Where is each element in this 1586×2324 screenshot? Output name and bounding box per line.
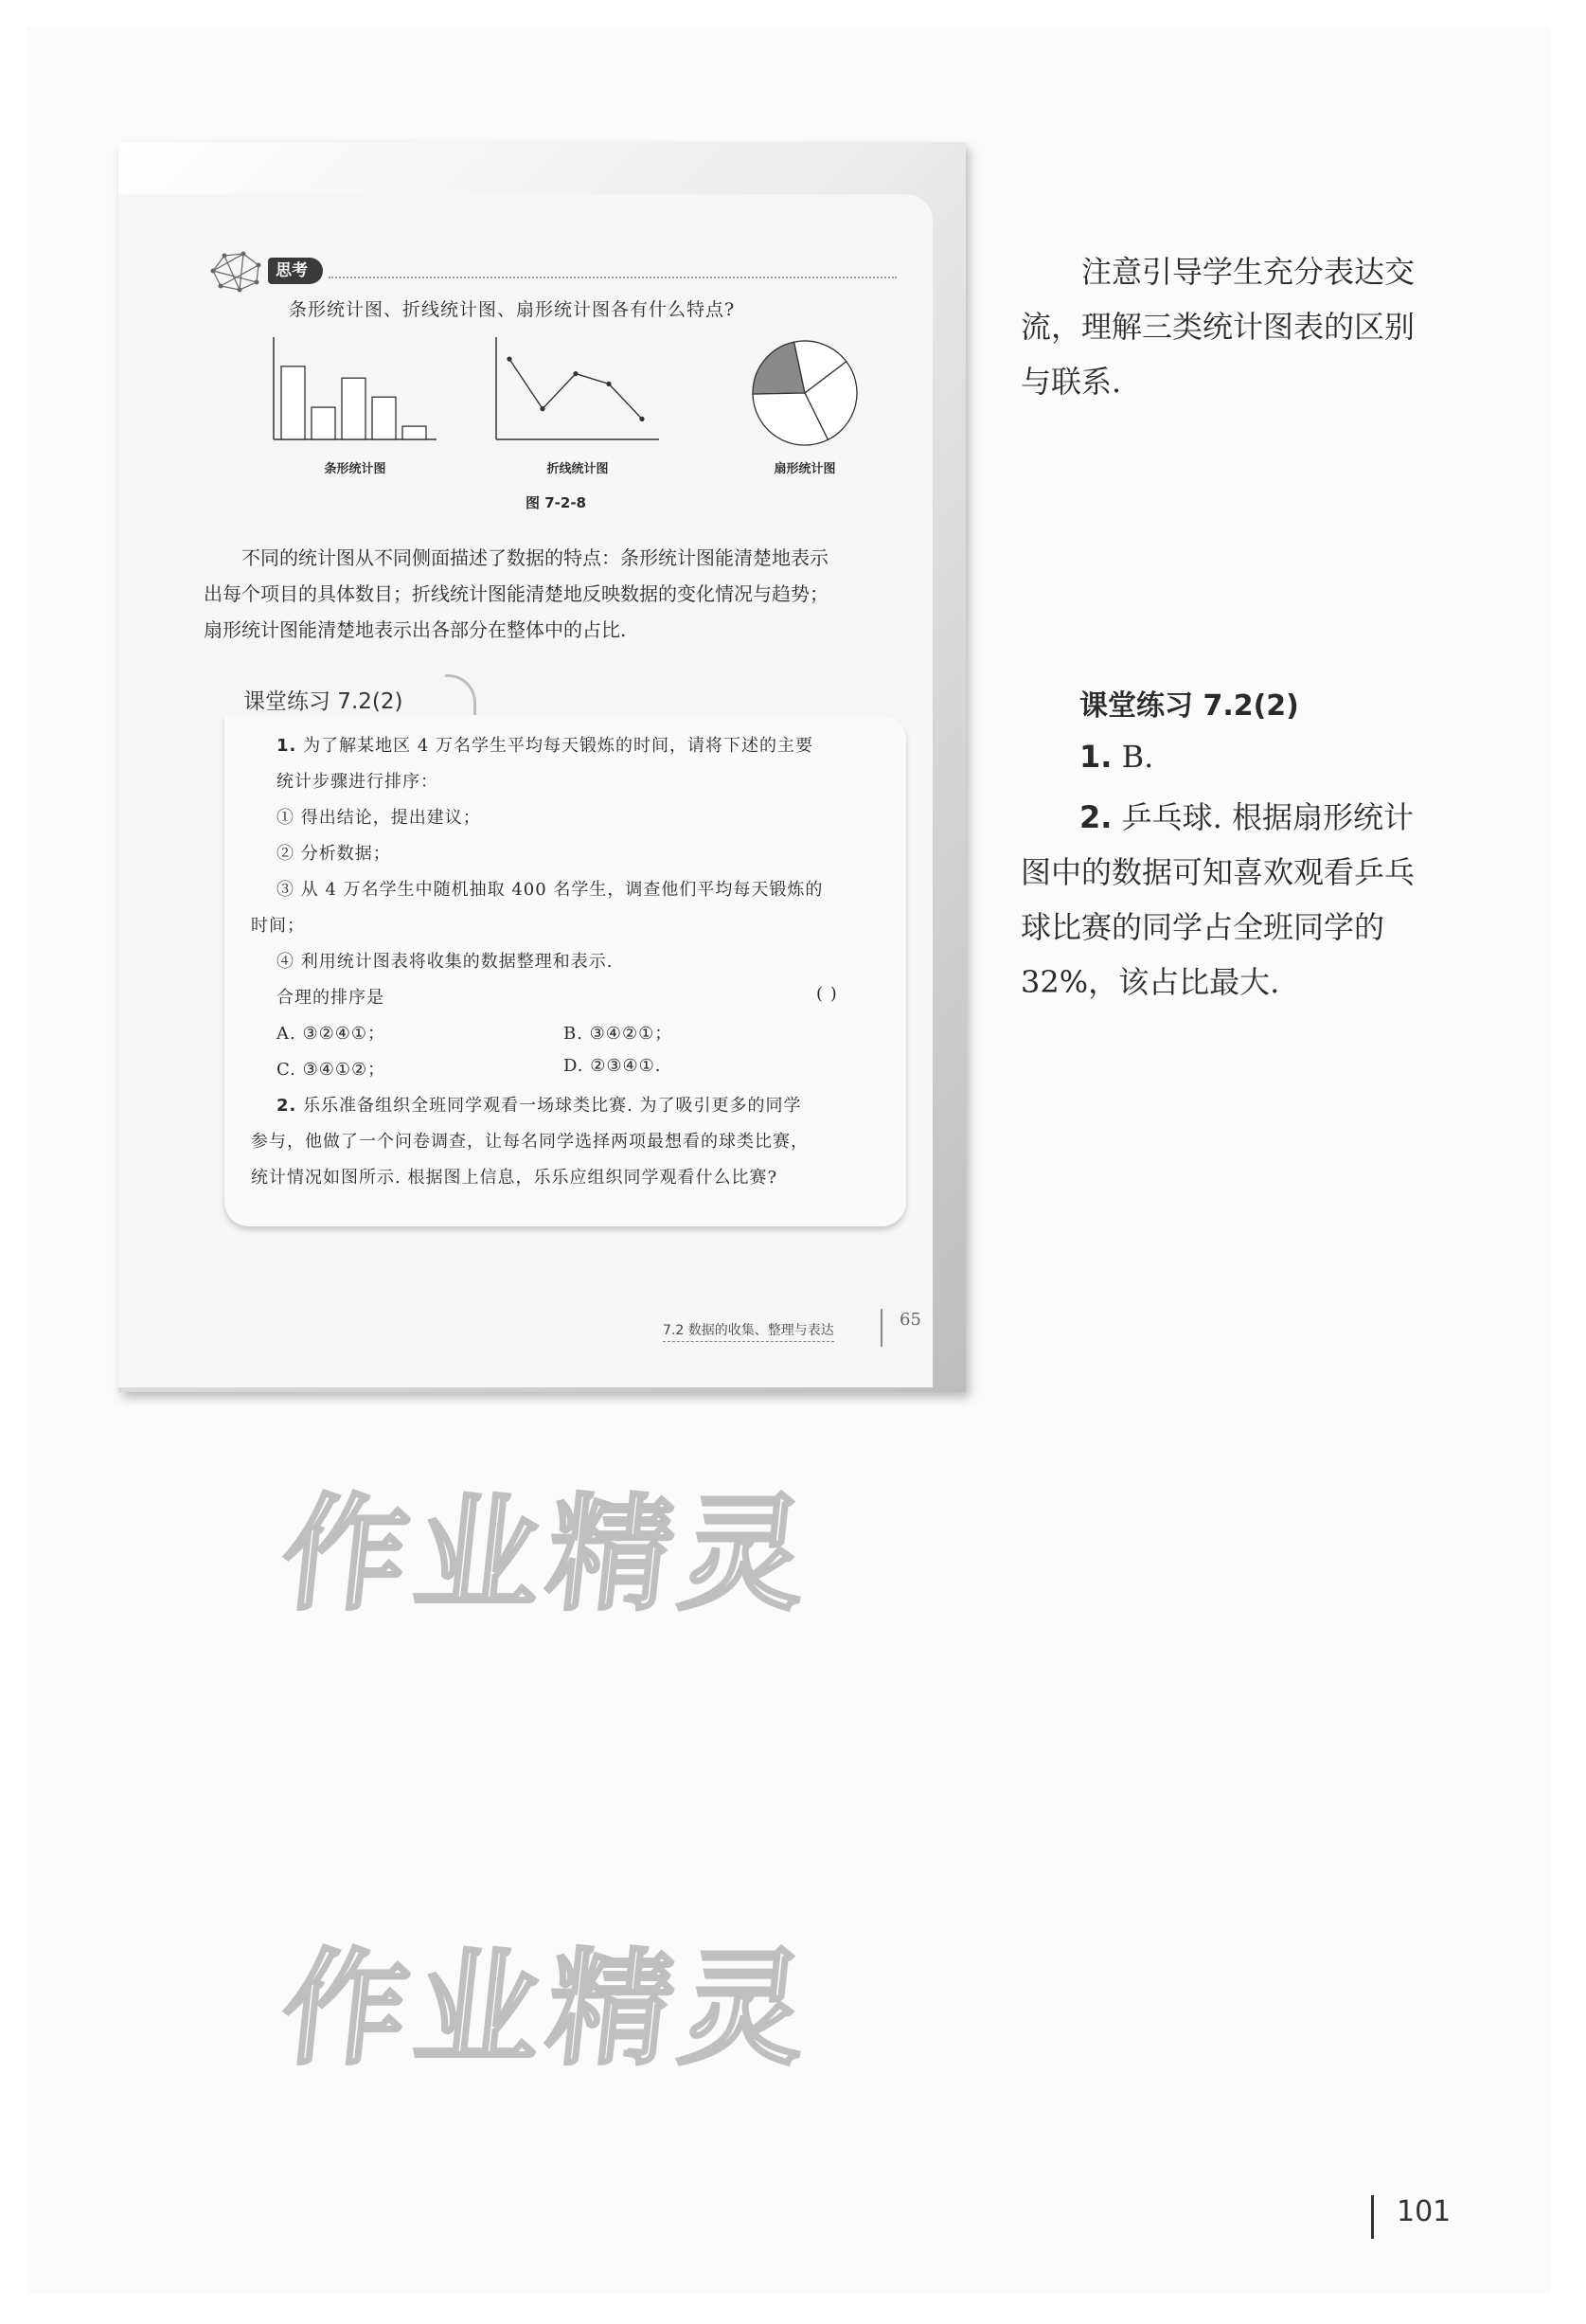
point bbox=[573, 371, 578, 376]
line-chart-caption: 折线统计图 bbox=[546, 462, 609, 476]
paragraph-line: 不同的统计图从不同侧面描述了数据的特点：条形统计图能清楚地表示 bbox=[241, 546, 829, 569]
think-divider bbox=[329, 277, 897, 278]
teaching-note bbox=[1021, 244, 1466, 409]
q1-text: 为了解某地区 4 万名学生平均每天锻炼的时间，请将下述的主要 bbox=[303, 736, 814, 756]
q1-step: ③ 从 4 万名学生中随机抽取 400 名学生，调查他们平均每天锻炼的 bbox=[276, 880, 824, 900]
bar-chart-caption: 条形统计图 bbox=[324, 462, 386, 476]
answer-1-number: 1. bbox=[1079, 739, 1113, 775]
q2-line bbox=[276, 1092, 802, 1117]
bar bbox=[281, 366, 305, 439]
q1-option-a: A. ③②④①； bbox=[276, 1024, 385, 1044]
q1-step: 时间； bbox=[251, 916, 305, 936]
note-line: 注意引导学生充分表达交 bbox=[1081, 254, 1416, 290]
pie-chart bbox=[748, 336, 862, 450]
answer-2 bbox=[1079, 794, 1414, 837]
think-label: 思考 bbox=[268, 258, 323, 284]
q2-text: 乐乐准备组织全班同学观看一场球类比赛. 为了吸引更多的同学 bbox=[303, 1096, 802, 1116]
note-line: 与联系. bbox=[1021, 364, 1122, 400]
watermark: 作业精灵 bbox=[275, 1482, 821, 1628]
answer-2-text: 乒乓球. 根据扇形统计 bbox=[1112, 799, 1414, 835]
answer-2-line: 图中的数据可知喜欢观看乒乓 bbox=[1021, 854, 1416, 890]
point bbox=[606, 382, 611, 386]
answer-title: 课堂练习 7.2(2) bbox=[1079, 689, 1299, 723]
q1-option-d: D. ②③④①. bbox=[563, 1056, 662, 1076]
q1-option-b: B. ③④②①； bbox=[563, 1024, 673, 1044]
textbook-paragraph bbox=[204, 540, 914, 648]
q1-prompt: 合理的排序是 bbox=[276, 988, 384, 1008]
page-number-divider bbox=[1371, 2195, 1374, 2239]
answer-2-line: 32%，该占比最大. bbox=[1021, 964, 1280, 1000]
q1-step: ④ 利用统计图表将收集的数据整理和表示. bbox=[276, 952, 614, 972]
q1-answer-blank: ( ) bbox=[816, 984, 838, 1004]
figure-caption: 图 7-2-8 bbox=[526, 494, 586, 511]
q1-line: 统计步骤进行排序： bbox=[276, 772, 438, 792]
bar bbox=[342, 378, 365, 439]
bar bbox=[402, 426, 426, 439]
page-number: 101 bbox=[1397, 2195, 1452, 2228]
q1-step: ② 分析数据； bbox=[276, 844, 391, 864]
q2-number: 2. bbox=[276, 1096, 297, 1116]
textbook-footer-divider bbox=[881, 1309, 882, 1347]
point bbox=[507, 357, 511, 362]
answer-2-number: 2. bbox=[1079, 799, 1113, 835]
paragraph-line: 出每个项目的具体数目；折线统计图能清楚地反映数据的变化情况与趋势； bbox=[204, 582, 829, 605]
paragraph-line: 扇形统计图能清楚地表示出各部分在整体中的占比. bbox=[204, 618, 627, 641]
watermark: 作业精灵 bbox=[275, 1937, 821, 2083]
note-line: 流，理解三类统计图表的区别 bbox=[1021, 309, 1416, 345]
answer-1 bbox=[1079, 739, 1153, 775]
series-line bbox=[509, 359, 642, 419]
network-icon bbox=[204, 248, 270, 294]
point bbox=[540, 406, 544, 411]
q1-number: 1. bbox=[276, 736, 297, 756]
q2-line: 参与，他做了一个问卷调查，让每名同学选择两项最想看的球类比赛， bbox=[251, 1132, 809, 1152]
q1-step: ① 得出结论，提出建议； bbox=[276, 808, 481, 828]
textbook-page-number: 65 bbox=[900, 1310, 921, 1330]
answer-2-line: 球比赛的同学占全班同学的 bbox=[1021, 909, 1385, 945]
textbook-footer-section: 7.2 数据的收集、整理与表达 bbox=[663, 1320, 834, 1342]
q2-line: 统计情况如图所示. 根据图上信息，乐乐应组织同学观看什么比赛? bbox=[251, 1168, 778, 1188]
point bbox=[639, 417, 644, 421]
line-chart bbox=[492, 333, 663, 447]
think-question: 条形统计图、折线统计图、扇形统计图各有什么特点? bbox=[289, 299, 736, 320]
bar bbox=[312, 407, 335, 439]
answer-1-text: B. bbox=[1112, 739, 1154, 775]
bar-chart bbox=[270, 333, 440, 447]
q1-option-c: C. ③④①②； bbox=[276, 1060, 386, 1080]
think-header bbox=[204, 248, 904, 294]
bar bbox=[372, 397, 396, 439]
pie-chart-caption: 扇形统计图 bbox=[774, 462, 836, 476]
exercise-title: 课堂练习 7.2(2) bbox=[243, 689, 403, 714]
q1-line bbox=[276, 732, 813, 757]
